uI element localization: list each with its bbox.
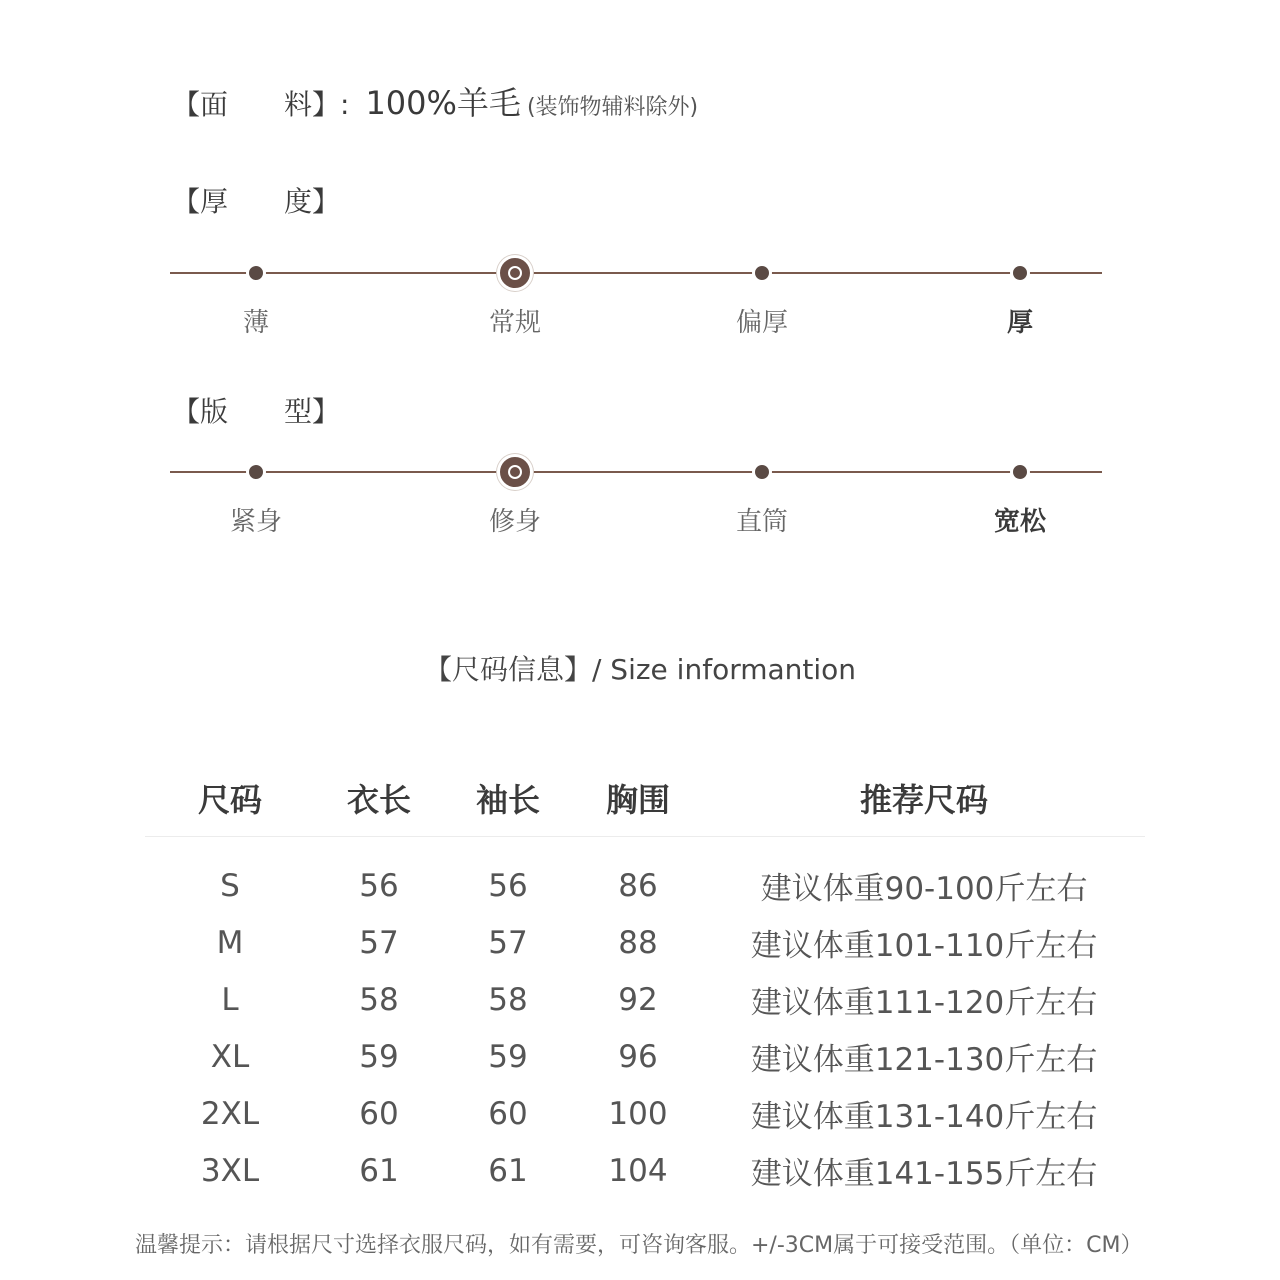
cell-chest: 100 — [608, 1095, 668, 1132]
fit-label: 【版 型】 — [172, 395, 341, 428]
cell-recommend: 建议体重131-140斤左右 — [750, 1099, 1098, 1135]
fit-option-label: 修身 — [488, 507, 542, 537]
cell-recommend: 建议体重90-100斤左右 — [760, 871, 1088, 907]
fabric-note: (装饰物辅料除外) — [526, 95, 699, 120]
header-chest: 胸围 — [605, 781, 670, 819]
cell-sleeve: 61 — [488, 1152, 528, 1189]
table-row — [145, 1085, 1145, 1142]
size-table-header — [145, 760, 1145, 837]
tip-text: 温馨提示：请根据尺寸选择衣服尺码，如有需要，可咨询客服。+/-3CM属于可接受范围。（单位：CM） — [135, 1233, 1143, 1258]
table-row — [145, 971, 1145, 1028]
header-sleeve: 袖长 — [475, 781, 540, 819]
fabric-row — [172, 78, 698, 126]
cell-sleeve: 58 — [488, 981, 528, 1018]
thickness-scale-line — [170, 272, 1102, 274]
table-row — [145, 857, 1145, 914]
header-size: 尺码 — [197, 781, 262, 819]
cell-size: 2XL — [200, 1095, 260, 1132]
cell-size: M — [216, 924, 244, 961]
fit-option-label: 紧身 — [229, 507, 283, 537]
cell-length: 58 — [359, 981, 399, 1018]
thickness-option-label: 厚 — [1006, 308, 1034, 338]
fit-tick-icon — [1010, 462, 1030, 482]
size-table — [145, 760, 1145, 1199]
cell-size: L — [221, 981, 239, 1018]
cell-recommend: 建议体重141-155斤左右 — [750, 1156, 1098, 1192]
cell-chest: 86 — [618, 867, 658, 904]
fit-selected-marker-icon — [497, 454, 533, 490]
cell-sleeve: 59 — [488, 1038, 528, 1075]
cell-sleeve: 56 — [488, 867, 528, 904]
header-length: 衣长 — [346, 781, 411, 819]
fit-scale — [170, 471, 1102, 571]
cell-recommend: 建议体重121-130斤左右 — [750, 1042, 1098, 1078]
table-row — [145, 914, 1145, 971]
fit-option-label: 宽松 — [993, 507, 1047, 537]
size-table-body — [145, 837, 1145, 1199]
cell-recommend: 建议体重101-110斤左右 — [750, 928, 1098, 964]
cell-recommend: 建议体重111-120斤左右 — [750, 985, 1098, 1021]
thickness-tick-icon — [1010, 263, 1030, 283]
thickness-option-label: 偏厚 — [735, 308, 789, 338]
cell-size: 3XL — [200, 1152, 260, 1189]
cell-length: 60 — [359, 1095, 399, 1132]
fit-scale-line — [170, 471, 1102, 473]
cell-sleeve: 60 — [488, 1095, 528, 1132]
thickness-selected-marker-icon — [497, 255, 533, 291]
cell-sleeve: 57 — [488, 924, 528, 961]
fit-option-label: 直筒 — [735, 507, 789, 537]
table-row — [145, 1028, 1145, 1085]
thickness-label: 【厚 度】 — [172, 185, 341, 218]
cell-chest: 104 — [608, 1152, 668, 1189]
cell-size: S — [220, 867, 240, 904]
thickness-scale — [170, 272, 1102, 372]
fabric-value: 100%羊毛 — [365, 84, 521, 122]
size-info-title: 【尺码信息】/ Size informantion — [423, 653, 857, 686]
cell-chest: 96 — [618, 1038, 658, 1075]
cell-length: 59 — [359, 1038, 399, 1075]
cell-length: 57 — [359, 924, 399, 961]
cell-length: 56 — [359, 867, 399, 904]
thickness-option-label: 薄 — [242, 308, 270, 338]
fabric-label: 【面 料】: — [172, 88, 350, 121]
thickness-tick-icon — [752, 263, 772, 283]
fit-tick-icon — [246, 462, 266, 482]
fit-tick-icon — [752, 462, 772, 482]
thickness-tick-icon — [246, 263, 266, 283]
cell-size: XL — [210, 1038, 250, 1075]
header-recommend: 推荐尺码 — [859, 781, 988, 819]
thickness-option-label: 常规 — [488, 308, 542, 338]
cell-chest: 88 — [618, 924, 658, 961]
cell-length: 61 — [359, 1152, 399, 1189]
table-row — [145, 1142, 1145, 1199]
cell-chest: 92 — [618, 981, 658, 1018]
